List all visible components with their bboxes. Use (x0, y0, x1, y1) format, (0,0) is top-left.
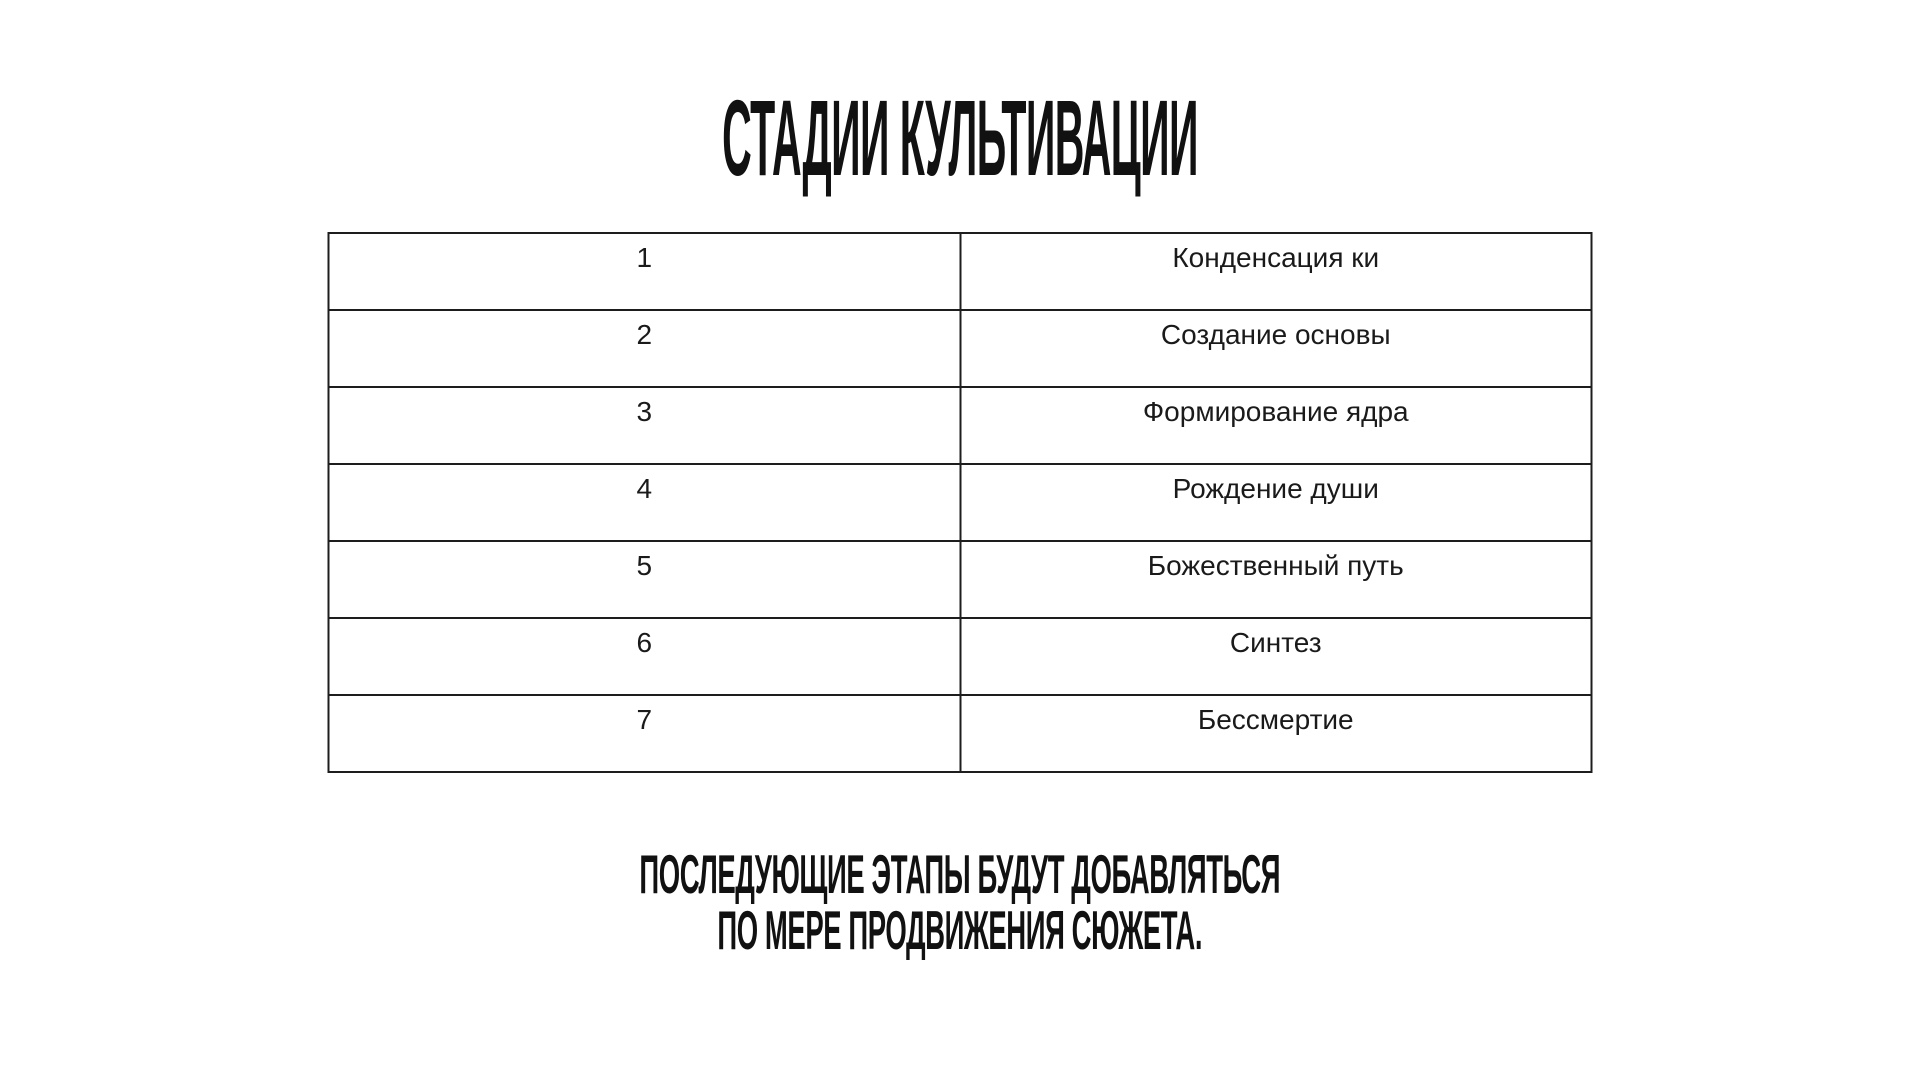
table-row (329, 618, 1592, 695)
stage-name-cell: Божественный путь (960, 541, 1592, 618)
table-row (329, 233, 1592, 310)
stage-number-cell: 5 (329, 541, 961, 618)
table-row (329, 387, 1592, 464)
stage-number-cell: 2 (329, 310, 961, 387)
page-title: СТАДИИ КУЛЬТИВАЦИИ (722, 77, 1198, 198)
stage-number-cell: 1 (329, 233, 961, 310)
page-header (0, 77, 1920, 198)
footer (0, 843, 1920, 961)
footer-line-1: ПОСЛЕДУЮЩИЕ ЭТАПЫ БУДУТ ДОБАВЛЯТЬСЯ (639, 843, 1281, 905)
stage-number-cell: 6 (329, 618, 961, 695)
stage-name-cell: Создание основы (960, 310, 1592, 387)
table-row (329, 310, 1592, 387)
stage-name-cell: Синтез (960, 618, 1592, 695)
stage-name-cell: Конденсация ки (960, 233, 1592, 310)
cultivation-table-container (328, 232, 1593, 773)
table-row (329, 695, 1592, 772)
table-row (329, 541, 1592, 618)
footer-line-2: ПО МЕРЕ ПРОДВИЖЕНИЯ СЮЖЕТА. (717, 899, 1203, 961)
table-row (329, 464, 1592, 541)
cultivation-stages-table (328, 232, 1593, 773)
stage-name-cell: Бессмертие (960, 695, 1592, 772)
stage-number-cell: 3 (329, 387, 961, 464)
footer-note (639, 843, 1281, 961)
stage-name-cell: Формирование ядра (960, 387, 1592, 464)
stage-number-cell: 7 (329, 695, 961, 772)
stage-name-cell: Рождение души (960, 464, 1592, 541)
stage-number-cell: 4 (329, 464, 961, 541)
